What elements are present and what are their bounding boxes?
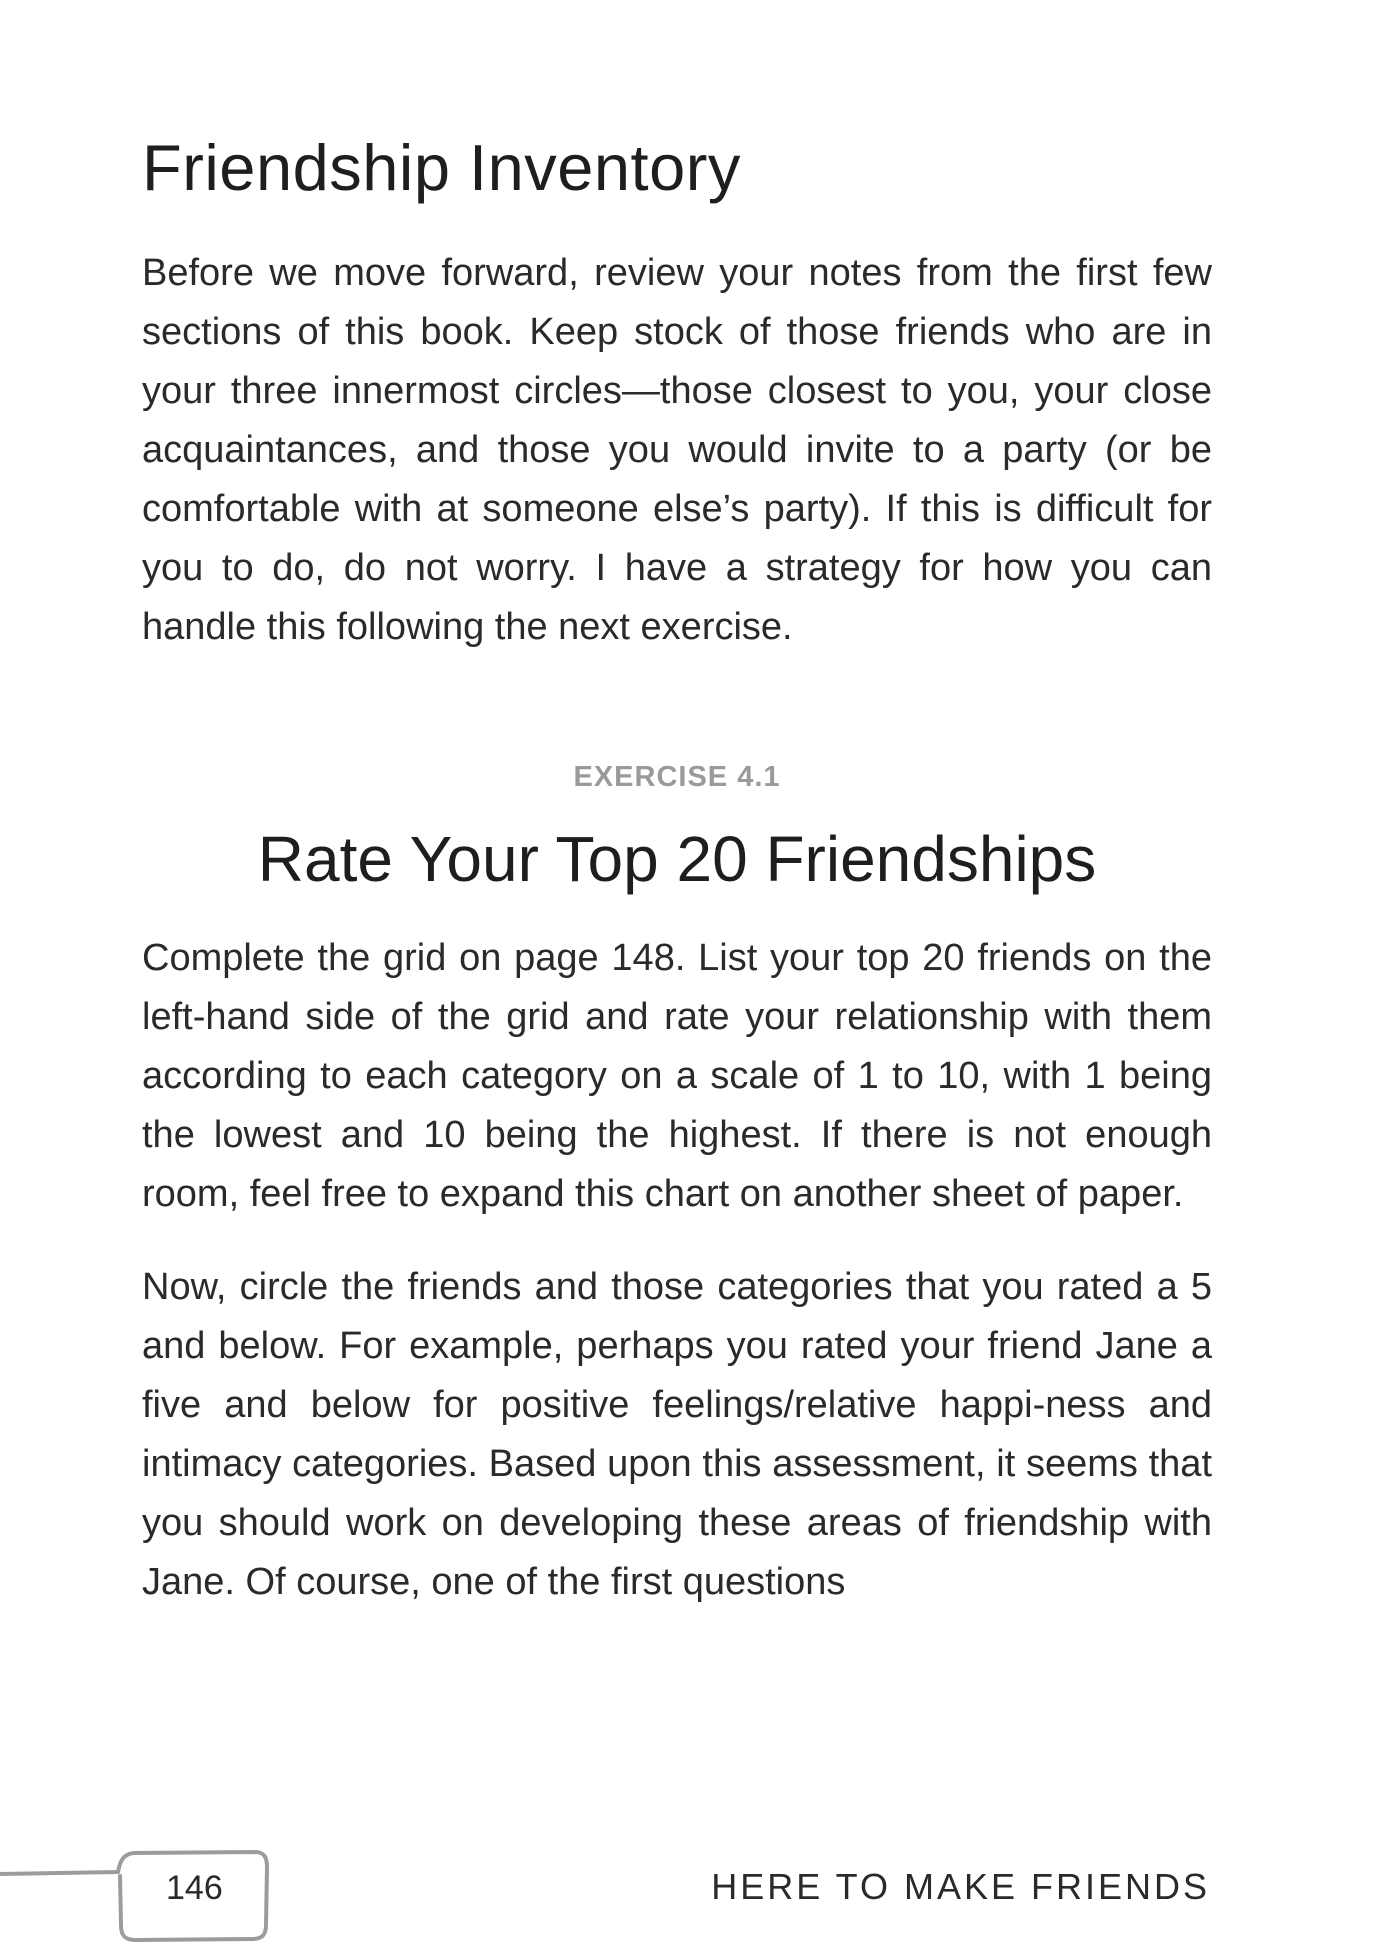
- page-content: [142, 128, 1212, 1612]
- exercise-title: Rate Your Top 20 Friendships: [257, 823, 1097, 895]
- exercise-paragraph-2: Now, circle the friends and those categories that you rated a 5 and below. For example, perhaps you rated your friend Jane a five and below for positive feelings/relative happi-ness and intimacy categories. Based upon this assessment, it seems that you should work on developing these areas of friendship with Jane. Of course, one of the first questions: [142, 1266, 1212, 1603]
- exercise-paragraph-1: Complete the grid on page 148. List your top 20 friends on the left-hand side of the grid and rate your relationship with them according to each category on a scale of 1 to 10, with 1 being the lowest and 10 being the highest. If there is not enough room, feel free to expand this chart on another sheet of paper.: [142, 937, 1212, 1215]
- section-heading: Friendship Inventory: [142, 131, 741, 204]
- page-number: 146: [166, 1869, 223, 1907]
- running-title: HERE TO MAKE FRIENDS: [711, 1866, 1210, 1907]
- section-paragraph: Before we move forward, review your notes from the first few sections of this book. Keep stock of those friends who are in your three innermost circles—those closest to you, your close acquaintances, and those you would invite to a party (or be comfortable with at someone else’s party). If this is difficult for you to do, do not worry. I have a strategy for how you can handle this following the next exercise.: [142, 252, 1212, 648]
- page-number-tab: [0, 1832, 290, 1952]
- page-tab-outline: [0, 1832, 290, 1952]
- exercise-label: EXERCISE 4.1: [573, 761, 781, 793]
